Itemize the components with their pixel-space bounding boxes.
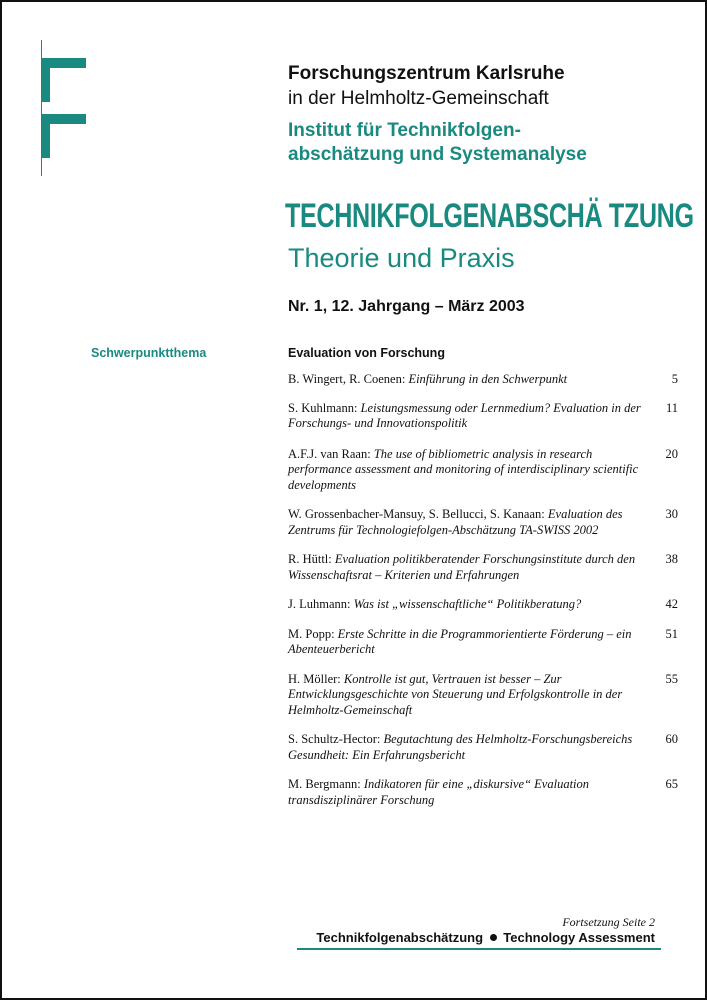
footer-left: Technikfolgenabschätzung [316, 930, 484, 945]
toc-author: S. Schultz-Hector: [288, 732, 384, 746]
section-label: Schwerpunktthema [91, 346, 207, 360]
toc-author: R. Hüttl: [288, 552, 335, 566]
toc-title: Leistungsmessung oder Lernmedium? Evaluation in der Forschungs- und Innovationspolitik [288, 400, 641, 430]
toc-title: The use of bibliometric analysis in research performance assessment and monitoring of interdisciplinary scientific developments [288, 446, 639, 492]
toc-title: Evaluation politikberatender Forschungsinstitute durch den Wissenschaftsrat – Kriterien und Erfahrungen [288, 552, 636, 582]
institute-line-2: abschätzung und Systemanalyse [288, 144, 587, 165]
fzk-logo [2, 2, 92, 182]
journal-subtitle: Theorie und Praxis [288, 243, 515, 273]
toc-page: 20 [665, 446, 678, 461]
toc-author: A.F.J. van Raan: [288, 446, 374, 461]
org-subline: in der Helmholtz-Gemeinschaft [288, 88, 549, 109]
toc-author: M. Bergmann: [288, 777, 364, 791]
toc-title: Einführung in den Schwerpunkt [408, 372, 568, 386]
toc-page: 38 [665, 552, 678, 566]
toc-page: 51 [665, 626, 678, 641]
toc-title: Erste Schritte in die Programmorientierte Förderung – ein Abenteuerbericht [288, 626, 632, 656]
footer-divider [297, 948, 661, 950]
toc-page: 30 [665, 507, 678, 521]
continuation-note: Fortsetzung Seite 2 [562, 915, 655, 929]
toc-author: M. Popp: [288, 626, 338, 641]
bullet-icon [490, 934, 497, 941]
toc-page: 42 [665, 597, 678, 611]
toc-page: 11 [665, 400, 678, 415]
toc-title: Begutachtung des Helmholtz-Forschungsbereichs Gesundheit: Ein Erfahrungsbericht [288, 732, 633, 762]
toc-page: 5 [671, 372, 678, 386]
toc-entry [288, 447, 678, 494]
toc-author: H. Möller: [288, 671, 344, 686]
toc-author: B. Wingert, R. Coenen: [288, 372, 409, 386]
toc-entry [288, 401, 678, 432]
toc-entry [288, 372, 678, 388]
toc-entry [288, 732, 678, 763]
toc-page: 65 [665, 777, 678, 791]
toc-page: 55 [665, 671, 678, 686]
toc-title: Kontrolle ist gut, Vertrauen ist besser – Zur Entwicklungsgeschichte von Steuerung und Erfolgskontrolle in der Helmholtz-Gemeinschaft [288, 671, 623, 717]
toc-author: S. Kuhlmann: [288, 400, 361, 415]
issue-info: Nr. 1, 12. Jahrgang – März 2003 [288, 298, 525, 315]
institute-line-1: Institut für Technikfolgen- [288, 120, 521, 141]
toc-author: J. Luhmann: [288, 597, 354, 611]
toc-entry [288, 507, 678, 538]
section-title: Evaluation von Forschung [288, 346, 445, 360]
toc-page: 60 [665, 732, 678, 746]
footer-right: Technology Assessment [503, 930, 655, 945]
toc-entry [288, 552, 678, 583]
toc-entry [288, 627, 678, 658]
journal-title: TECHNIKFOLGENABSCHÄ TZUNG [285, 197, 694, 235]
toc-entry [288, 597, 678, 613]
toc-entry [288, 672, 678, 719]
institute-name [288, 119, 688, 167]
toc-entry [288, 777, 678, 808]
toc-title: Was ist „wissenschaftliche“ Politikberatung? [353, 597, 582, 611]
toc-title: Evaluation des Zentrums für Technologiefolgen-Abschätzung TA-SWISS 2002 [288, 507, 623, 537]
org-name: Forschungszentrum Karlsruhe [288, 63, 565, 84]
footer-text [316, 930, 655, 945]
toc-author: W. Grossenbacher-Mansuy, S. Bellucci, S. Kanaan: [288, 507, 548, 521]
table-of-contents [288, 372, 678, 808]
toc-title: Indikatoren für eine „diskursive“ Evaluation transdisziplinärer Forschung [288, 777, 590, 807]
